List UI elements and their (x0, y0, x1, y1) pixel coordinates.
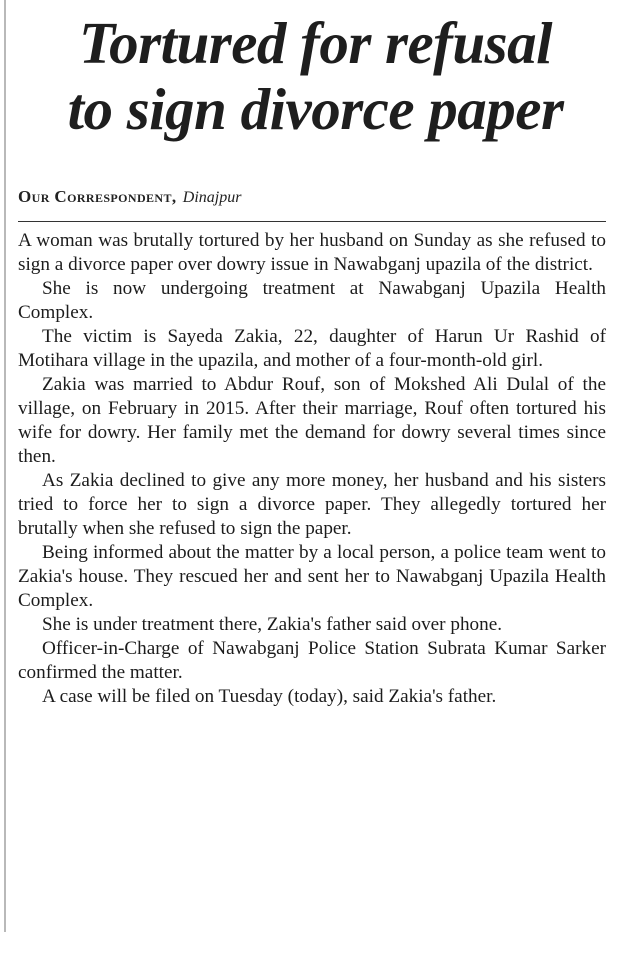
article-paragraph: She is now undergoing treatment at Nawabganj Upazila Health Complex. (18, 278, 606, 323)
headline (18, 10, 613, 142)
headline-line-2: to sign divorce paper (67, 76, 564, 142)
article-body (18, 229, 606, 709)
article-paragraph: The victim is Sayeda Zakia, 22, daughter of Harun Ur Rashid of Motihara village in the upazila, and mother of a four-month-old girl. (18, 326, 606, 371)
article-paragraph: A case will be filed on Tuesday (today), said Zakia's father. (42, 686, 497, 707)
article-paragraph: As Zakia declined to give any more money, her husband and his sisters tried to force her to sign a divorce paper. They allegedly tortured her brutally when she refused to sign the paper. (18, 470, 606, 539)
article-paragraph: She is under treatment there, Zakia's father said over phone. (42, 614, 503, 635)
article-paragraph: A woman was brutally tortured by her husband on Sunday as she refused to sign a divorce paper over dowry issue in Nawabganj upazila of the district. (18, 230, 606, 275)
column-divider (4, 0, 6, 932)
byline-rule (18, 221, 606, 222)
article-paragraph: Officer-in-Charge of Nawabganj Police Station Subrata Kumar Sarker confirmed the matter. (18, 638, 606, 683)
headline-line-1: Tortured for refusal (78, 10, 552, 76)
byline-author: Our Correspondent, (18, 187, 177, 206)
article-paragraph: Zakia was married to Abdur Rouf, son of Mokshed Ali Dulal of the village, on February in 2015. After their marriage, Rouf often tortured his wife for dowry. Her family met the demand for dowry several times since then. (18, 374, 606, 467)
byline (18, 186, 241, 209)
article-paragraph: Being informed about the matter by a local person, a police team went to Zakia's house. They rescued her and sent her to Nawabganj Upazila Health Complex. (18, 542, 606, 611)
byline-location: Dinajpur (182, 189, 242, 206)
